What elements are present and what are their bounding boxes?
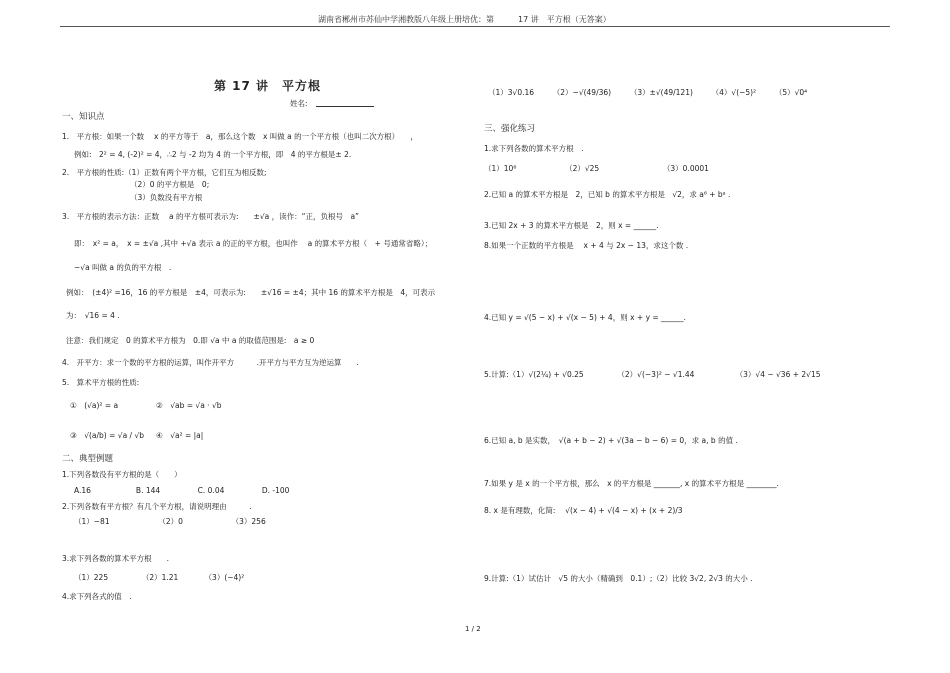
practice-9: 9.计算:（1）试估计 √5 的大小（精确到 0.1）;（2）比较 3√2, 2√3 的大小 .	[484, 574, 753, 583]
practice-5: 5.计算:（1）√(2¼) + √0.25 （2）√(−3)² − √1.44 （3）√4 − √36 + 2√15	[484, 370, 821, 379]
formula-3: ③ √(a/b) = √a / √b	[70, 431, 145, 440]
example-q4-items: （1）3√0.16 （2）−√(49/36) （3）±√(49/121) （4）√(−5)² （5）√0⁴	[488, 88, 808, 97]
point-4: 4. 开平方：求一个数的平方根的运算，叫作开平方 .开平方与平方互为逆运算 .	[62, 358, 359, 367]
practice-7: 7.如果 y 是 x 的一个平方根，那么 x 的平方根是 _______, x 的算术平方根是 ________.	[484, 479, 779, 488]
point-5: 5. 算术平方根的性质:	[62, 378, 140, 387]
section-heading-3: 三、强化练习	[484, 124, 536, 134]
formula-1: ① (√a)² = a	[70, 401, 119, 410]
point-3b: 即： x² = a， x = ±√a ,其中 +√a 表示 a 的正的平方根，也叫作 a 的算术平方根（ + 号通常省略）；	[74, 239, 433, 248]
practice-1: 1.求下列各数的算术平方根 .	[484, 144, 584, 153]
section-heading-1: 一、知识点	[62, 112, 105, 122]
practice-8a: 8.如果一个正数的平方根是 x + 4 与 2x − 13，求这个数 .	[484, 241, 689, 250]
example-q1-options: A.16 B. 144 C. 0.04 D. -100	[74, 486, 290, 495]
point-3e: 为： √16 = 4 .	[66, 311, 120, 320]
point-2c: （3）负数没有平方根	[130, 193, 203, 202]
practice-6: 6.已知 a, b 是实数， √(a + b − 2) + √(3a − b − 6) = 0，求 a, b 的值 .	[484, 436, 738, 445]
header-rule	[60, 26, 890, 27]
example-q3-options: （1）225 （2）1.21 （3）(−4)²	[74, 573, 245, 582]
page-header: 湖南省郴州市苏仙中学湘教版八年级上册培优：第 17 讲 平方根（无答案）	[318, 15, 611, 24]
example-q4: 4.求下列各式的值 .	[62, 592, 132, 601]
page-title: 第 17 讲 平方根	[214, 79, 322, 93]
page-number: 1 / 2	[465, 625, 481, 633]
example-q3: 3.求下列各数的算术平方根 .	[62, 554, 170, 563]
example-q2: 2.下列各数有平方根？有几个平方根，请说明理由 .	[62, 502, 252, 511]
practice-3: 3.已知 2x + 3 的算术平方根是 2，则 x = ______.	[484, 221, 659, 230]
point-2b: （2）0 的平方根是 0;	[130, 180, 210, 189]
practice-4: 4.已知 y = √(5 − x) + √(x − 5) + 4，则 x + y = ______.	[484, 313, 686, 322]
practice-1-options: （1）10⁶ （2）√25 （3）0.0001	[484, 164, 709, 173]
practice-2: 2.已知 a 的算术平方根是 2，已知 b 的算术平方根是 √2，求 a⁶ + bᵃ .	[484, 190, 731, 199]
point-1: 1. 平方根：如果一个数 x 的平方等于 a，那么这个数 x 叫做 a 的一个平方根（也叫二次方根） ，	[62, 132, 418, 141]
point-3: 3. 平方根的表示方法：正数 a 的平方根可表示为: ±√a ，读作：“正，负根号 a”	[62, 212, 359, 221]
point-1-example: 例如: 2² = 4, (-2)² = 4，∴2 与 -2 均为 4 的一个平方根，即 4 的平方根是± 2.	[74, 150, 352, 159]
section-heading-2: 二、典型例题	[62, 454, 114, 464]
name-label: 姓名:	[290, 99, 308, 108]
point-3f: 注意：我们规定 0 的算术平方根为 0.即 √a 中 a 的取值范围是: a ≥ 0	[66, 336, 315, 345]
formula-2: ② √ab = √a · √b	[156, 401, 222, 410]
name-blank[interactable]	[316, 106, 374, 107]
practice-8b: 8. x 是有理数，化简: √(x − 4) + √(4 − x) + (x + 2)/3	[484, 506, 683, 515]
point-3c: −√a 叫做 a 的负的平方根 .	[74, 263, 172, 272]
point-2: 2. 平方根的性质:（1）正数有两个平方根，它们互为相反数;	[62, 168, 267, 177]
formula-4: ④ √a² = |a|	[156, 431, 204, 440]
example-q2-options: （1）−81 （2）0 （3）256	[74, 517, 266, 526]
example-q1: 1.下列各数没有平方根的是（ ）	[62, 470, 182, 479]
point-3d: 例如： (±4)² =16，16 的平方根是 ±4，可表示为: ±√16 = ±4；其中 16 的算术平方根是 4，可表示	[66, 288, 436, 297]
